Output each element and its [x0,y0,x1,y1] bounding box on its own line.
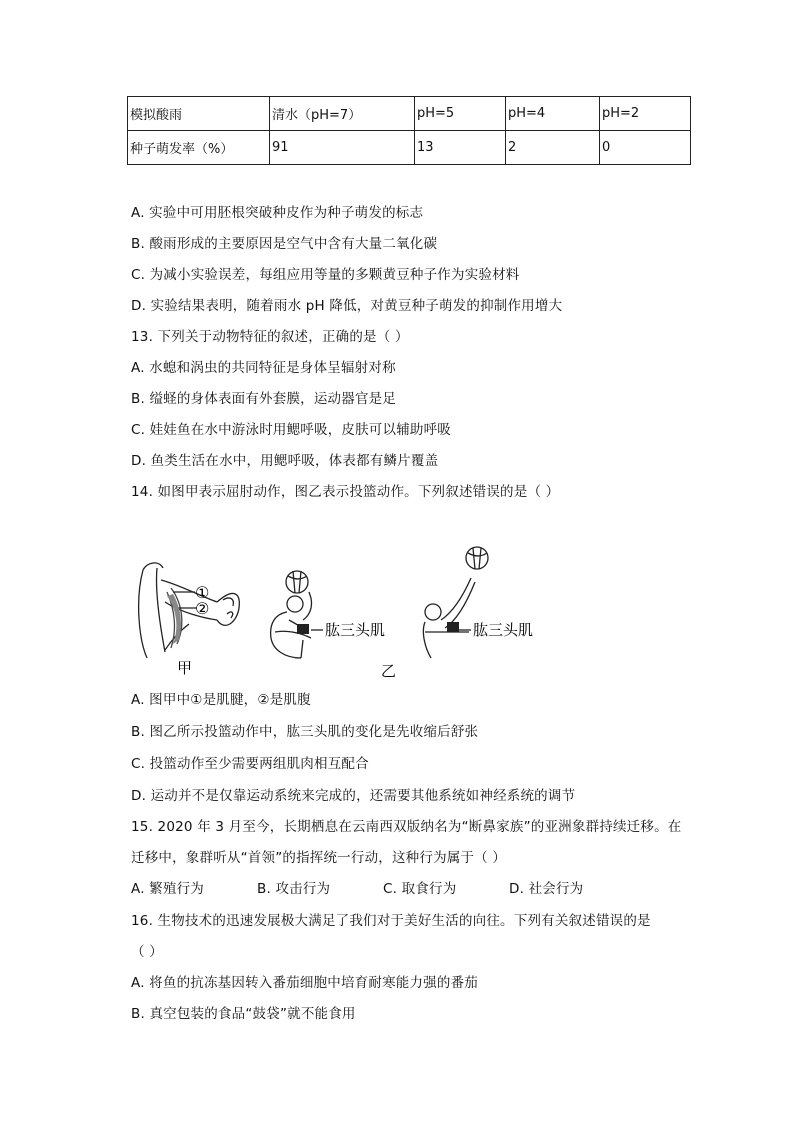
q12-option-d: D. 实验结果表明，随着雨水 pH 降低，对黄豆种子萌发的抑制作用增大 [131,298,563,314]
table-cell: pH=2 [600,97,691,131]
q15-option-b: B. 攻击行为 [257,881,331,897]
table-cell: 91 [270,131,415,165]
q13-stem: 13. 下列关于动物特征的叙述，正确的是（ ） [131,329,409,345]
marker-1: ① [195,583,210,602]
table-cell: 0 [600,131,691,165]
q16-stem-line1: 16. 生物技术的迅速发展极大满足了我们对于美好生活的向往。下列有关叙述错误的是 [131,913,651,929]
acid-rain-table [127,96,691,165]
q13-option-c: C. 娃娃鱼在水中游泳时用鳃呼吸，皮肤可以辅助呼吸 [131,422,452,438]
arm-and-basketball-illustration [125,540,565,680]
q16-stem-line2: （ ） [131,944,163,960]
q13-option-d: D. 鱼类生活在水中，用鳃呼吸，体表都有鳞片覆盖 [131,453,439,469]
q14-stem: 14. 如图甲表示屈肘动作，图乙表示投篮动作。下列叙述错误的是（ ） [131,484,560,500]
q14-option-a: A. 图甲中①是肌腱，②是肌腹 [131,692,311,708]
q16-option-a: A. 将鱼的抗冻基因转入番茄细胞中培育耐寒能力强的番茄 [131,975,478,991]
q14-option-c: C. 投篮动作至少需要两组肌肉相互配合 [131,756,369,772]
q15-options [131,879,583,899]
q15-option-a: A. 繁殖行为 [131,881,204,897]
table-cell: 2 [506,131,600,165]
q13-option-b: B. 缢蛏的身体表面有外套膜，运动器官是足 [131,391,397,407]
table-cell: pH=4 [506,97,600,131]
table-cell: 种子萌发率（%） [128,131,270,165]
q15-option-c: C. 取食行为 [383,881,457,897]
q14-option-b: B. 图乙所示投篮动作中，肱三头肌的变化是先收缩后舒张 [131,724,479,740]
marker-2: ② [195,599,210,618]
figure-label-yi: 乙 [381,662,397,680]
muscle-label-2: 肱三头肌 [473,621,534,639]
q14-figure [125,540,565,680]
q15-option-d: D. 社会行为 [509,881,584,897]
q12-option-b: B. 酸雨形成的主要原因是空气中含有大量二氧化碳 [131,236,438,252]
figure-label-jia: 甲 [177,659,193,677]
table-row [128,131,691,165]
q13-option-a: A. 水螅和涡虫的共同特征是身体呈辐射对称 [131,360,396,376]
q14-option-d: D. 运动并不是仅靠运动系统来完成的，还需要其他系统如神经系统的调节 [131,788,576,804]
q15-stem-line1: 15. 2020 年 3 月至今，长期栖息在云南西双版纳名为“断鼻家族”的亚洲象群持续迁移。在 [131,819,682,835]
table-cell: 13 [415,131,506,165]
table-cell: pH=5 [415,97,506,131]
q12-option-c: C. 为减小实验误差，每组应用等量的多颗黄豆种子作为实验材料 [131,267,520,283]
muscle-label-1: 肱三头肌 [325,621,386,639]
table-cell: 清水（pH=7） [270,97,415,131]
q12-option-a: A. 实验中可用胚根突破种皮作为种子萌发的标志 [131,205,424,221]
table-cell: 模拟酸雨 [128,97,270,131]
q15-stem-line2: 迁移中，象群听从“首领”的指挥统一行动，这种行为属于（ ） [131,850,507,866]
q16-option-b: B. 真空包装的食品“鼓袋”就不能食用 [131,1006,356,1022]
table-row [128,97,691,131]
